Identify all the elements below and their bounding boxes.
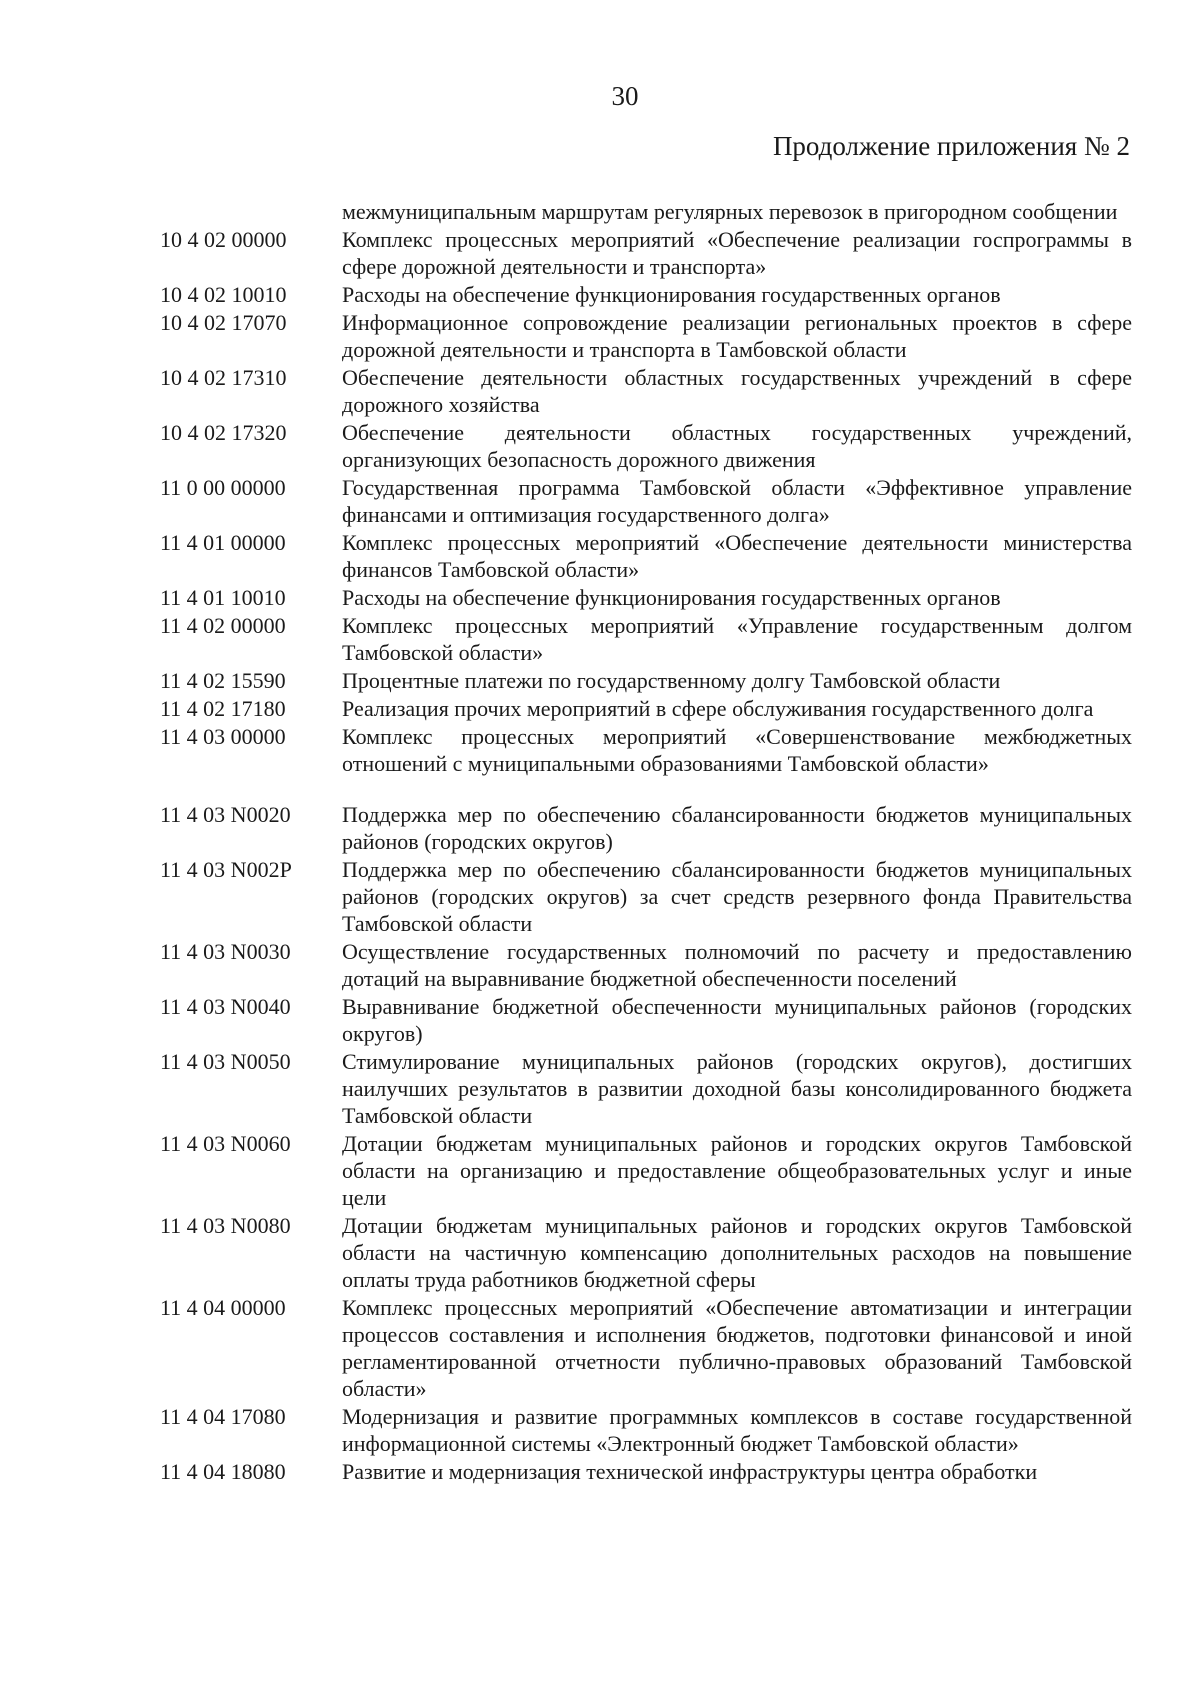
table-row <box>160 993 1132 1047</box>
row-code: 11 4 03 N0050 <box>160 1049 291 1074</box>
table-row <box>160 801 1132 855</box>
table-row <box>160 419 1132 473</box>
table-row <box>160 1048 1132 1129</box>
row-code: 10 4 02 10010 <box>160 282 287 307</box>
row-code: 11 4 03 N0080 <box>160 1213 291 1238</box>
table-row <box>160 1212 1132 1293</box>
row-code: 11 4 04 00000 <box>160 1295 286 1320</box>
table-row <box>160 612 1132 666</box>
row-description: Обеспечение деятельности областных государственных учреждений в сфере дорожного хозяйства <box>342 365 1132 417</box>
table-row <box>160 309 1132 363</box>
table-row <box>160 1130 1132 1211</box>
row-code: 11 4 02 17180 <box>160 696 286 721</box>
row-code: 11 4 04 17080 <box>160 1404 286 1429</box>
page-number: 30 <box>611 81 639 111</box>
table-row <box>160 856 1132 937</box>
row-description: Комплекс процессных мероприятий «Обеспечение деятельности министерства финансов Тамбовской области» <box>342 530 1132 582</box>
row-description: Обеспечение деятельности областных государственных учреждений, организующих безопасность дорожного движения <box>342 420 1132 472</box>
row-description: Комплекс процессных мероприятий «Управление государственным долгом Тамбовской области» <box>342 613 1132 665</box>
row-code: 11 4 03 N0060 <box>160 1131 291 1156</box>
row-code: 11 4 02 15590 <box>160 668 286 693</box>
row-code: 11 4 01 00000 <box>160 530 286 555</box>
row-code: 11 4 02 00000 <box>160 613 286 638</box>
table-row <box>160 667 1132 694</box>
row-description: Дотации бюджетам муниципальных районов и городских округов Тамбовской области на организацию и предоставление общеобразовательных услуг и иные цели <box>342 1131 1132 1210</box>
row-description: Комплекс процессных мероприятий «Совершенствование межбюджетных отношений с муниципальными образованиями Тамбовской области» <box>342 724 1132 776</box>
row-code: 11 4 03 N0020 <box>160 802 291 827</box>
table-row <box>160 1294 1132 1402</box>
row-description: Информационное сопровождение реализации региональных проектов в сфере дорожной деятельности и транспорта в Тамбовской области <box>342 310 1132 362</box>
row-code: 11 4 03 N0030 <box>160 939 291 964</box>
row-description: Комплекс процессных мероприятий «Обеспечение реализации госпрограммы в сфере дорожной деятельности и транспорта» <box>342 227 1132 279</box>
row-description: Дотации бюджетам муниципальных районов и городских округов Тамбовской области на частичную компенсацию дополнительных расходов на повышение оплаты труда работников бюджетной сферы <box>342 1213 1132 1292</box>
table-row <box>160 695 1132 722</box>
row-description: Поддержка мер по обеспечению сбалансированности бюджетов муниципальных районов (городских округов) <box>342 802 1132 854</box>
appendix-title: Продолжение приложения № 2 <box>772 131 1130 161</box>
row-code: 10 4 02 17070 <box>160 310 287 335</box>
row-code: 11 4 03 N002P <box>160 857 292 882</box>
row-description: Развитие и модернизация технической инфраструктуры центра обработки <box>342 1459 1038 1484</box>
table-row <box>160 281 1132 308</box>
row-description: Расходы на обеспечение функционирования государственных органов <box>342 282 1001 307</box>
row-description: Модернизация и развитие программных комплексов в составе государственной информационной системы «Электронный бюджет Тамбовской области» <box>342 1404 1132 1456</box>
row-code: 10 4 02 17310 <box>160 365 287 390</box>
row-description: Осуществление государственных полномочий по расчету и предоставлению дотаций на выравнивание бюджетной обеспеченности поселений <box>342 939 1132 991</box>
row-code: 10 4 02 17320 <box>160 420 287 445</box>
row-description: Стимулирование муниципальных районов (городских округов), достигших наилучших результатов в развитии доходной базы консолидированного бюджета Тамбовской области <box>342 1049 1132 1128</box>
row-description: Поддержка мер по обеспечению сбалансированности бюджетов муниципальных районов (городских округов) за счет средств резервного фонда Правительства Тамбовской области <box>342 857 1132 936</box>
row-code: 11 4 01 10010 <box>160 585 286 610</box>
row-description: Комплекс процессных мероприятий «Обеспечение автоматизации и интеграции процессов составления и исполнения бюджетов, подготовки финансовой и иной регламентированной отчетности публично-правовых образований Тамбовской области» <box>342 1295 1132 1401</box>
row-code: 11 4 03 N0040 <box>160 994 291 1019</box>
row-description: Выравнивание бюджетной обеспеченности муниципальных районов (городских округов) <box>342 994 1132 1046</box>
row-description: Расходы на обеспечение функционирования государственных органов <box>342 585 1001 610</box>
table-row <box>160 723 1132 777</box>
row-description: Реализация прочих мероприятий в сфере обслуживания государственного долга <box>342 696 1094 721</box>
table-row <box>160 198 1132 225</box>
table-row <box>160 529 1132 583</box>
table-row <box>160 938 1132 992</box>
table-row <box>160 474 1132 528</box>
row-description: Государственная программа Тамбовской области «Эффективное управление финансами и оптимизация государственного долга» <box>342 475 1132 527</box>
codes-table <box>160 198 1132 1486</box>
row-description: Процентные платежи по государственному долгу Тамбовской области <box>342 668 1001 693</box>
row-code: 11 0 00 00000 <box>160 475 286 500</box>
row-code: 10 4 02 00000 <box>160 227 287 252</box>
row-code: 11 4 04 18080 <box>160 1459 286 1484</box>
table-row <box>160 1458 1132 1485</box>
table-row <box>160 364 1132 418</box>
table-row <box>160 226 1132 280</box>
table-row <box>160 584 1132 611</box>
table-row <box>160 1403 1132 1457</box>
row-description: межмуниципальным маршрутам регулярных перевозок в пригородном сообщении <box>342 199 1118 224</box>
row-code: 11 4 03 00000 <box>160 724 286 749</box>
